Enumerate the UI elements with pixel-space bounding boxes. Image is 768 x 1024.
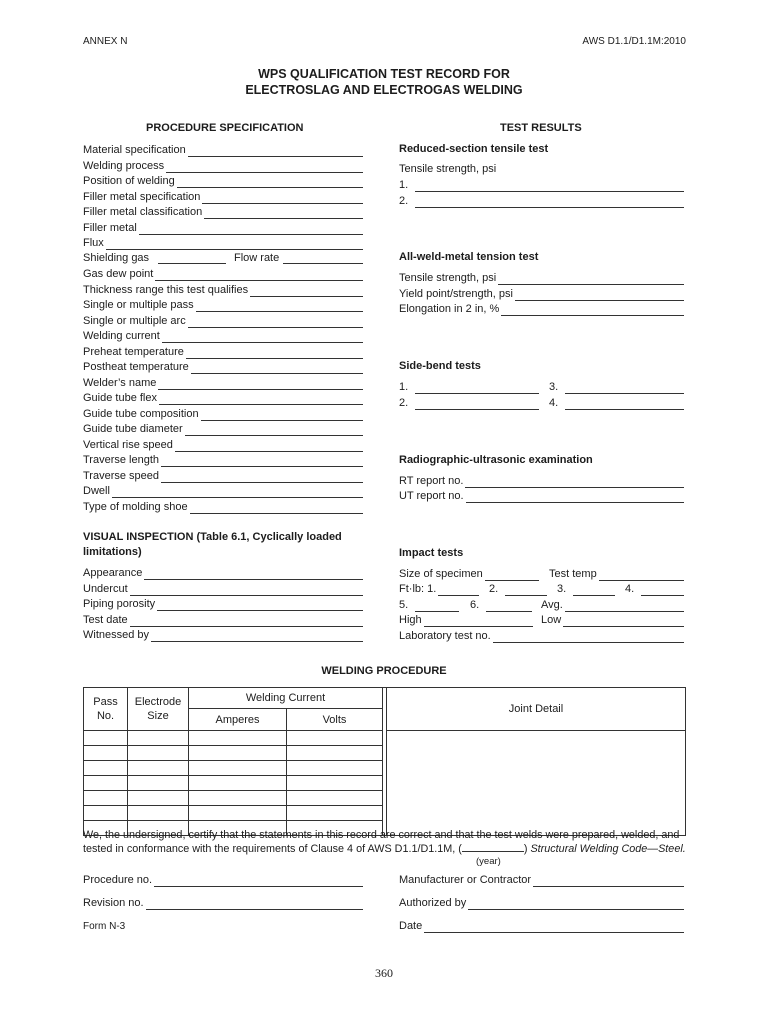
procedure-field[interactable] [83,205,363,219]
procedure-field-label: Welding current [83,330,160,342]
table-cell[interactable] [287,791,383,806]
procedure-field-label: Position of welding [83,175,175,187]
ftlb-3-field[interactable]: 3. [557,582,615,596]
table-cell[interactable] [189,806,287,821]
high-field[interactable]: High [399,613,533,627]
manufacturer-field[interactable]: Manufacturer or Contractor [399,873,684,887]
table-cell[interactable] [189,731,287,746]
page-number: 360 [375,966,393,980]
lab-test-field[interactable]: Laboratory test no. [399,629,684,643]
visual-inspection-heading: VISUAL INSPECTION (Table 6.1, Cyclically loaded [83,531,342,543]
procedure-field[interactable] [83,376,363,390]
procedure-field-label: Flux [83,237,104,249]
procedure-field-label: Filler metal [83,221,137,234]
procedure-field-label: Guide tube diameter [83,423,183,435]
shielding-gas-field[interactable] [158,263,226,264]
procedure-field[interactable] [83,407,363,421]
ftlb-5-field[interactable]: 5. [399,598,459,612]
welding-current-header: Welding Current [189,688,383,709]
side-bend-2[interactable]: 2. [399,396,539,410]
procedure-field[interactable] [83,174,363,188]
form-title-line2: ELECTROSLAG AND ELECTROGAS WELDING [245,83,523,97]
flow-rate-label: Flow rate [234,252,280,264]
table-cell[interactable] [84,776,128,791]
procedure-field-label: Filler metal classification [83,206,203,218]
all-weld-yield[interactable]: Yield point/strength, psi [399,287,684,301]
procedure-field-label: Preheat temperature [83,345,184,358]
table-cell[interactable] [287,776,383,791]
side-bend-3[interactable]: 3. [549,380,684,394]
procedure-field[interactable] [83,469,363,483]
welding-procedure-heading: WELDING PROCEDURE [321,665,447,677]
procedure-field[interactable] [83,267,363,281]
visual-inspection-field[interactable] [83,582,363,596]
annex-label: ANNEX N [83,36,128,47]
procedure-field-label: Thickness range this test qualifies [83,283,249,296]
table-cell[interactable] [128,746,189,761]
procedure-field[interactable] [83,159,363,173]
date-field[interactable]: Date [399,919,684,933]
table-cell[interactable] [128,791,189,806]
visual-inspection-label: Witnessed by [83,629,150,641]
table-cell[interactable] [287,761,383,776]
table-cell[interactable] [84,761,128,776]
visual-inspection-field[interactable] [83,628,363,642]
specimen-size-field[interactable]: Size of specimen [399,567,539,581]
procedure-field-label: Single or multiple pass [83,299,194,311]
welding-procedure-table [83,687,686,836]
year-label: (year) [476,856,501,867]
radiographic-heading: Radiographic-ultrasonic examination [399,454,593,466]
visual-inspection-label: Appearance [83,567,143,579]
procedure-field[interactable] [83,422,363,436]
joint-detail-header: Joint Detail [387,688,686,731]
visual-inspection-field[interactable] [83,566,363,580]
procedure-field[interactable] [83,298,363,312]
table-cell[interactable] [189,791,287,806]
procedure-field-label: Guide tube flex [83,392,157,404]
table-cell[interactable] [84,806,128,821]
standard-label: AWS D1.1/D1.1M:2010 [582,36,686,47]
side-bend-heading: Side-bend tests [399,360,481,372]
pass-no-header: Pass No. [84,688,128,731]
shielding-gas-label: Shielding gas [83,252,150,264]
all-weld-elongation[interactable]: Elongation in 2 in, % [399,302,684,316]
procedure-field[interactable] [83,500,363,514]
procedure-field-label: Traverse length [83,454,160,466]
procedure-field-label: Welder’s name [83,376,157,389]
reduced-section-heading: Reduced-section tensile test [399,143,549,155]
joint-detail-area[interactable] [387,731,686,836]
procedure-field[interactable] [83,329,363,343]
amperes-header: Amperes [189,709,287,731]
procedure-field-label: Single or multiple arc [83,314,186,327]
impact-heading: Impact tests [399,547,464,559]
procedure-field-label: Postheat temperature [83,361,189,373]
side-bend-4[interactable]: 4. [549,396,684,410]
low-field[interactable]: Low [541,613,684,627]
ut-report-field[interactable]: UT report no. [399,489,684,503]
volts-header: Volts [287,709,383,731]
form-title-line1: WPS QUALIFICATION TEST RECORD FOR [258,67,510,81]
procedure-field[interactable] [83,360,363,374]
table-cell[interactable] [84,746,128,761]
ftlb-4-field[interactable]: 4. [625,582,684,596]
ftlb-2-field[interactable]: 2. [489,582,547,596]
table-cell[interactable] [287,731,383,746]
procedure-field-label: Guide tube composition [83,407,199,420]
procedure-field[interactable] [83,314,363,328]
table-cell[interactable] [128,761,189,776]
procedure-field[interactable] [83,236,363,250]
certification-text: We, the undersigned, certify that the statements in this record are correct and that the test welds were prepared, welded, and tested in conformance with the requirements of Clause 4 of AWS D1.1/D1.1M, ( ) Structural Welding Code—Steel. [83,829,686,855]
tensile-result-1[interactable]: 1. [399,178,684,192]
all-weld-tensile[interactable]: Tensile strength, psi [399,271,684,285]
table-cell[interactable] [189,746,287,761]
authorized-by-field[interactable]: Authorized by [399,896,684,910]
procedure-field[interactable] [83,190,363,204]
procedure-field[interactable] [83,345,363,359]
procedure-no-field[interactable]: Procedure no. [83,873,363,887]
form-number: Form N-3 [83,921,126,932]
tensile-result-2[interactable]: 2. [399,194,684,208]
avg-field[interactable]: Avg. [541,598,684,612]
visual-inspection-field[interactable] [83,597,363,611]
ftlb-6-field[interactable]: 6. [470,598,532,612]
flow-rate-field[interactable] [283,263,363,264]
procedure-field[interactable] [83,283,363,297]
electrode-size-header: Electrode Size [128,688,189,731]
procedure-field[interactable] [83,438,363,452]
procedure-field[interactable] [83,453,363,467]
procedure-field-label: Vertical rise speed [83,438,173,451]
revision-no-field[interactable]: Revision no. [83,896,363,910]
visual-inspection-heading-2: limitations) [83,546,142,558]
tensile-strength-label: Tensile strength, psi [399,163,497,175]
procedure-field-label: Dwell [83,485,110,497]
procedure-field-label: Welding process [83,159,165,172]
table-cell[interactable] [189,761,287,776]
table-cell[interactable] [128,806,189,821]
procedure-field[interactable] [83,484,363,498]
procedure-spec-heading: PROCEDURE SPECIFICATION [146,122,304,134]
procedure-field-label: Material specification [83,144,186,156]
visual-inspection-field[interactable] [83,613,363,627]
test-results-heading: TEST RESULTS [500,122,582,134]
table-cell[interactable] [128,731,189,746]
visual-inspection-label: Undercut [83,582,128,595]
table-cell[interactable] [84,731,128,746]
year-field[interactable] [462,842,524,852]
rt-report-field[interactable]: RT report no. [399,474,684,488]
procedure-field-label: Traverse speed [83,469,160,482]
table-cell[interactable] [189,776,287,791]
visual-inspection-label: Test date [83,613,128,626]
test-temp-field[interactable]: Test temp [549,567,684,581]
procedure-field[interactable] [83,391,363,405]
procedure-field-label: Type of molding shoe [83,500,188,513]
table-cell[interactable] [287,806,383,821]
procedure-field-label: Filler metal specification [83,190,201,203]
procedure-field-label: Gas dew point [83,268,154,280]
procedure-field[interactable] [83,221,363,235]
ftlb-1-field[interactable]: Ft·lb: 1. [399,582,479,596]
table-cell[interactable] [128,776,189,791]
table-cell[interactable] [84,791,128,806]
side-bend-1[interactable]: 1. [399,380,539,394]
all-weld-heading: All-weld-metal tension test [399,251,539,263]
table-cell[interactable] [287,746,383,761]
visual-inspection-label: Piping porosity [83,598,156,610]
procedure-field[interactable] [83,143,363,157]
